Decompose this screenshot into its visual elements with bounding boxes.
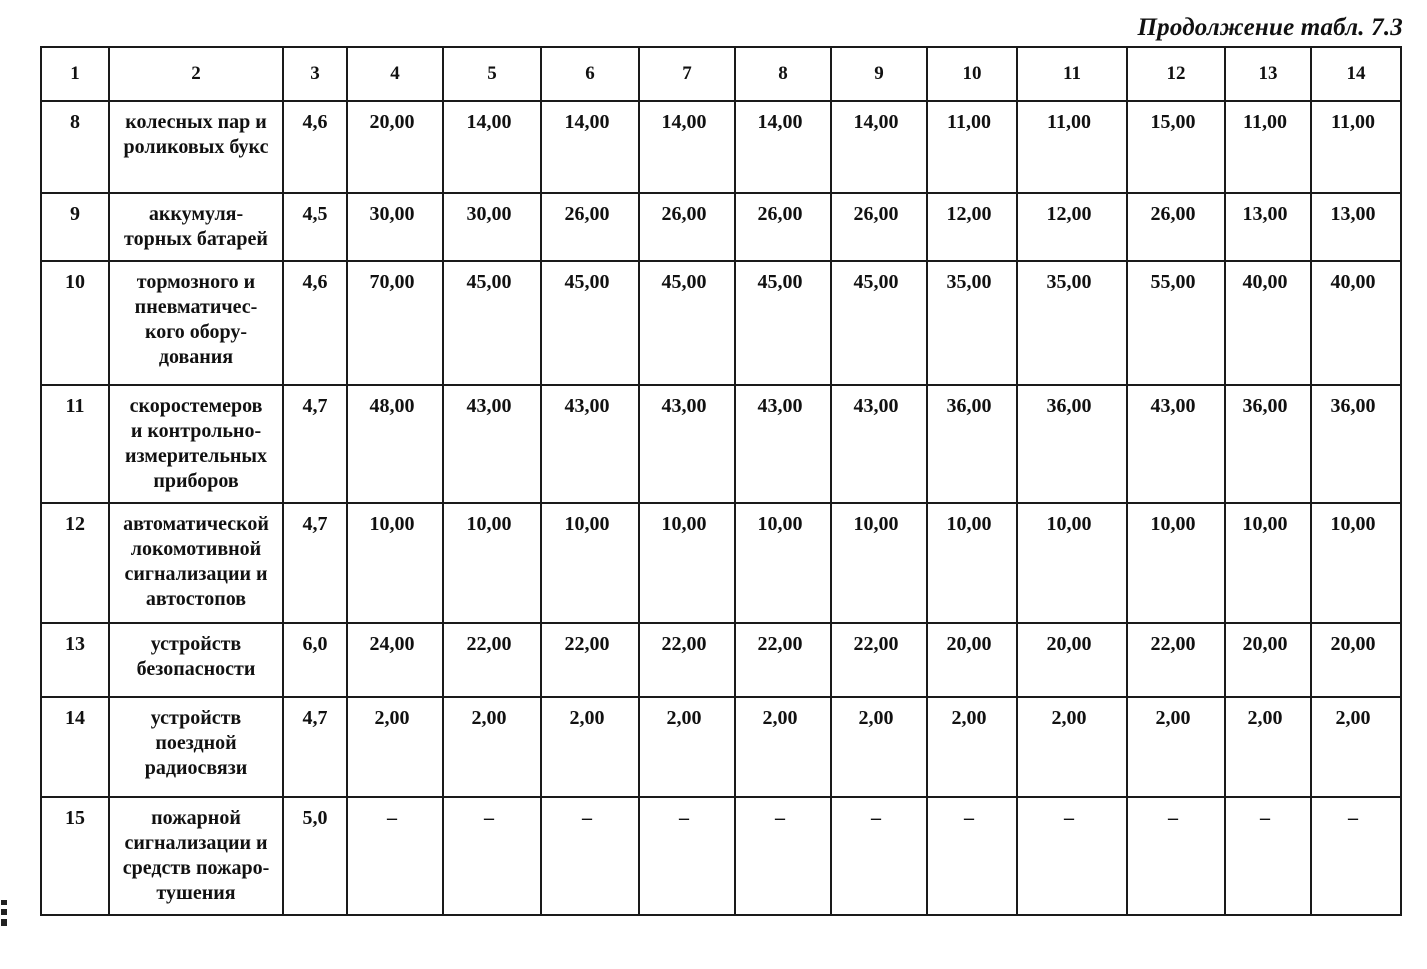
item-name-line: и контрольно- [130, 420, 262, 442]
column-header-5: 5 [443, 47, 541, 101]
coefficient-cell: 5,0 [283, 797, 347, 915]
value-cell: – [1225, 797, 1311, 915]
value-cell: 10,00 [735, 503, 831, 623]
value-cell: 11,00 [1225, 101, 1311, 193]
value-cell: – [927, 797, 1017, 915]
item-name-line: средств пожаро- [122, 857, 270, 879]
coefficient-cell: 4,6 [283, 101, 347, 193]
item-name-line: локомотивной [130, 538, 262, 560]
table-row [41, 697, 1401, 797]
coefficient-cell: 6,0 [283, 623, 347, 697]
value-cell: 70,00 [347, 261, 443, 385]
value-cell: 13,00 [1225, 193, 1311, 261]
value-cell: 36,00 [1225, 385, 1311, 503]
value-cell: 48,00 [347, 385, 443, 503]
column-header-3: 3 [283, 47, 347, 101]
value-cell: 10,00 [1311, 503, 1401, 623]
value-cell: 13,00 [1311, 193, 1401, 261]
value-cell: 36,00 [1017, 385, 1127, 503]
value-cell: 14,00 [639, 101, 735, 193]
value-cell: 45,00 [541, 261, 639, 385]
column-header-11: 11 [1017, 47, 1127, 101]
value-cell: 43,00 [831, 385, 927, 503]
value-cell: – [347, 797, 443, 915]
table-row [41, 193, 1401, 261]
value-cell: 24,00 [347, 623, 443, 697]
value-cell: – [735, 797, 831, 915]
value-cell: – [541, 797, 639, 915]
value-cell: – [1311, 797, 1401, 915]
item-name-line: устройств [150, 633, 242, 655]
row-number: 15 [41, 797, 109, 915]
row-number: 14 [41, 697, 109, 797]
item-name-line: радиосвязи [144, 757, 248, 779]
column-header-13: 13 [1225, 47, 1311, 101]
value-cell: 45,00 [735, 261, 831, 385]
value-cell: 2,00 [927, 697, 1017, 797]
value-cell: 2,00 [831, 697, 927, 797]
value-cell: – [443, 797, 541, 915]
item-name-line: дования [158, 346, 234, 368]
value-cell: 36,00 [927, 385, 1017, 503]
value-cell: 20,00 [1311, 623, 1401, 697]
value-cell: 11,00 [1017, 101, 1127, 193]
value-cell: 30,00 [443, 193, 541, 261]
value-cell: 2,00 [347, 697, 443, 797]
value-cell: 26,00 [831, 193, 927, 261]
value-cell: 10,00 [443, 503, 541, 623]
value-cell: – [831, 797, 927, 915]
table-body [41, 101, 1401, 915]
value-cell: 43,00 [443, 385, 541, 503]
item-name-line: поездной [155, 732, 237, 754]
value-cell: 14,00 [735, 101, 831, 193]
value-cell: 30,00 [347, 193, 443, 261]
value-cell: 22,00 [541, 623, 639, 697]
item-name [109, 503, 283, 623]
data-table [40, 46, 1402, 916]
value-cell: 10,00 [1017, 503, 1127, 623]
value-cell: 14,00 [443, 101, 541, 193]
value-cell: 10,00 [927, 503, 1017, 623]
value-cell: 11,00 [1311, 101, 1401, 193]
value-cell: 15,00 [1127, 101, 1225, 193]
page-edge-mark [0, 898, 8, 928]
value-cell: 45,00 [639, 261, 735, 385]
value-cell: 22,00 [1127, 623, 1225, 697]
value-cell: 2,00 [639, 697, 735, 797]
item-name-line: сигнализации и [124, 563, 268, 585]
value-cell: – [639, 797, 735, 915]
value-cell: 26,00 [735, 193, 831, 261]
value-cell: 2,00 [1127, 697, 1225, 797]
table-row [41, 623, 1401, 697]
value-cell: 22,00 [639, 623, 735, 697]
value-cell: 2,00 [443, 697, 541, 797]
item-name-line: аккумуля- [148, 203, 244, 225]
column-header-2: 2 [109, 47, 283, 101]
value-cell: 45,00 [443, 261, 541, 385]
column-header-9: 9 [831, 47, 927, 101]
table-caption: Продолжение табл. 7.3 [1137, 14, 1403, 41]
coefficient-cell: 4,7 [283, 385, 347, 503]
value-cell: 2,00 [1225, 697, 1311, 797]
value-cell: 10,00 [639, 503, 735, 623]
value-cell: 35,00 [927, 261, 1017, 385]
value-cell: 10,00 [347, 503, 443, 623]
item-name-line: автоматической [123, 513, 269, 535]
value-cell: 40,00 [1311, 261, 1401, 385]
column-header-1: 1 [41, 47, 109, 101]
item-name [109, 623, 283, 697]
row-number: 9 [41, 193, 109, 261]
value-cell: 2,00 [735, 697, 831, 797]
item-name-line: устройств [150, 707, 242, 729]
column-header-7: 7 [639, 47, 735, 101]
value-cell: 43,00 [639, 385, 735, 503]
header-row [41, 47, 1401, 101]
item-name [109, 697, 283, 797]
value-cell: 20,00 [1017, 623, 1127, 697]
table-row [41, 261, 1401, 385]
value-cell: 2,00 [541, 697, 639, 797]
column-header-10: 10 [927, 47, 1017, 101]
value-cell: 10,00 [541, 503, 639, 623]
value-cell: 22,00 [735, 623, 831, 697]
item-name [109, 797, 283, 915]
item-name-line: роликовых букс [123, 136, 269, 158]
value-cell: 43,00 [735, 385, 831, 503]
value-cell: – [1017, 797, 1127, 915]
row-number: 11 [41, 385, 109, 503]
value-cell: 26,00 [639, 193, 735, 261]
value-cell: 22,00 [831, 623, 927, 697]
item-name-line: колесных пар и [125, 111, 267, 133]
item-name-line: кого обору- [144, 321, 248, 343]
value-cell: 10,00 [1127, 503, 1225, 623]
item-name [109, 193, 283, 261]
item-name-line: торных батарей [124, 228, 268, 250]
item-name-line: пневматичес- [134, 296, 258, 318]
value-cell: 20,00 [927, 623, 1017, 697]
value-cell: 35,00 [1017, 261, 1127, 385]
item-name [109, 385, 283, 503]
item-name-line: автостопов [145, 588, 247, 610]
row-number: 13 [41, 623, 109, 697]
row-number: 8 [41, 101, 109, 193]
item-name-line: тушения [156, 882, 236, 904]
table-row [41, 101, 1401, 193]
value-cell: 12,00 [1017, 193, 1127, 261]
value-cell: 12,00 [927, 193, 1017, 261]
value-cell: 55,00 [1127, 261, 1225, 385]
value-cell: – [1127, 797, 1225, 915]
value-cell: 14,00 [831, 101, 927, 193]
table-row [41, 797, 1401, 915]
coefficient-cell: 4,7 [283, 697, 347, 797]
column-header-4: 4 [347, 47, 443, 101]
value-cell: 20,00 [1225, 623, 1311, 697]
coefficient-cell: 4,5 [283, 193, 347, 261]
item-name-line: приборов [153, 470, 239, 492]
row-number: 12 [41, 503, 109, 623]
column-header-14: 14 [1311, 47, 1401, 101]
value-cell: 22,00 [443, 623, 541, 697]
value-cell: 20,00 [347, 101, 443, 193]
column-header-6: 6 [541, 47, 639, 101]
value-cell: 14,00 [541, 101, 639, 193]
value-cell: 26,00 [1127, 193, 1225, 261]
value-cell: 40,00 [1225, 261, 1311, 385]
column-header-8: 8 [735, 47, 831, 101]
item-name-line: тормозного и [136, 271, 256, 293]
item-name-line: измерительных [124, 445, 268, 467]
value-cell: 2,00 [1311, 697, 1401, 797]
value-cell: 11,00 [927, 101, 1017, 193]
table-row [41, 503, 1401, 623]
value-cell: 10,00 [831, 503, 927, 623]
item-name [109, 101, 283, 193]
coefficient-cell: 4,6 [283, 261, 347, 385]
table-row [41, 385, 1401, 503]
value-cell: 26,00 [541, 193, 639, 261]
value-cell: 36,00 [1311, 385, 1401, 503]
value-cell: 45,00 [831, 261, 927, 385]
item-name-line: пожарной [151, 807, 241, 829]
item-name-line: безопасности [136, 658, 256, 680]
item-name-line: сигнализации и [124, 832, 268, 854]
item-name-line: скоростемеров [129, 395, 263, 417]
coefficient-cell: 4,7 [283, 503, 347, 623]
item-name [109, 261, 283, 385]
column-header-12: 12 [1127, 47, 1225, 101]
value-cell: 43,00 [1127, 385, 1225, 503]
table-header [41, 47, 1401, 101]
row-number: 10 [41, 261, 109, 385]
value-cell: 43,00 [541, 385, 639, 503]
value-cell: 2,00 [1017, 697, 1127, 797]
value-cell: 10,00 [1225, 503, 1311, 623]
